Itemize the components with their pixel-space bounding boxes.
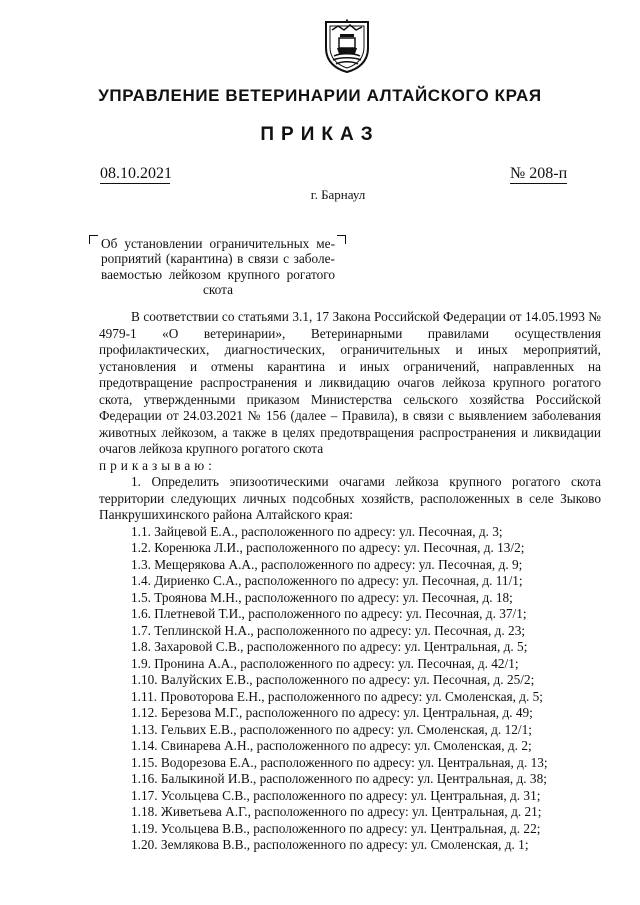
document-date: 08.10.2021 (100, 165, 172, 182)
document-type: ПРИКАЗ (260, 124, 380, 145)
point-1-paragraph: 1. Определить эпизоотическими очагами лейкоза крупного рогатого скота территории следующих личных подсобных хозяйств, расположенных в селе Зыково Панкрушихинского района Алтайского края: (99, 474, 601, 522)
document-subject (101, 236, 335, 297)
list-item: 1.13. Гельвих Е.В., расположенного по адресу: ул. Смоленская, д. 12/1; (131, 721, 532, 737)
list-item: 1.10. Валуйских Е.В., расположенного по адресу: ул. Песочная, д. 25/2; (131, 672, 535, 687)
list-item: 1.1. Зайцевой Е.А., расположенного по адресу: ул. Песочная, д. 3; (131, 523, 503, 539)
list-item: 1.14. Свинарева А.Н., расположенного по адресу: ул. Смоленская, д. 2; (131, 738, 532, 753)
subject-line: ваемостью лейкозом крупного рогатого (101, 266, 335, 282)
list-item: 1.19. Усольцева В.В., расположенного по адресу: ул. Центральная, д. 22; (131, 820, 541, 836)
list-item: 1.17. Усольцева С.В., расположенного по адресу: ул. Центральная, д. 31; (131, 787, 541, 803)
order-word: приказываю: (99, 457, 216, 473)
list-item: 1.9. Пронина А.А., расположенного по адресу: ул. Песочная, д. 42/1; (131, 655, 519, 671)
list-item: 1.7. Теплинской Н.А., расположенного по адресу: ул. Песочная, д. 23; (131, 622, 526, 638)
households-list (99, 524, 601, 854)
subject-line: Об установлении ограничительных ме- (101, 236, 335, 251)
document-number: № 208-п (510, 165, 568, 182)
list-item: 1.2. Коренюка Л.И., расположенного по адресу: ул. Песочная, д. 13/2; (131, 540, 525, 555)
list-item: 1.15. Водорезова Е.А., расположенного по адресу: ул. Центральная, д. 13; (131, 754, 548, 770)
list-item: 1.18. Живетьева А.Г., расположенного по адресу: ул. Центральная, д. 21; (131, 804, 542, 819)
coat-of-arms-icon (322, 18, 372, 74)
list-item: 1.4. Дириенко С.А., расположенного по адресу: ул. Песочная, д. 11/1; (131, 573, 523, 588)
list-item: 1.8. Захаровой С.В., расположенного по адресу: ул. Центральная, д. 5; (131, 639, 528, 654)
list-item: 1.6. Плетневой Т.И., расположенного по адресу: ул. Песочная, д. 37/1; (131, 606, 527, 621)
subject-bracket-right (337, 235, 346, 244)
list-item: 1.12. Березова М.Г., расположенного по адресу: ул. Центральная, д. 49; (131, 705, 533, 720)
subject-line: роприятий (карантина) в связи с заболе- (101, 251, 335, 267)
subject-bracket-left (89, 235, 98, 244)
list-item: 1.5. Троянова М.Н., расположенного по адресу: ул. Песочная, д. 18; (131, 589, 513, 605)
list-item: 1.20. Землякова В.В., расположенного по адресу: ул. Смоленская, д. 1; (131, 837, 529, 852)
list-item: 1.3. Мещерякова А.А., расположенного по адресу: ул. Песочная, д. 9; (131, 556, 523, 572)
subject-line: скота (202, 281, 234, 297)
organization-name: УПРАВЛЕНИЕ ВЕТЕРИНАРИИ АЛТАЙСКОГО КРАЯ (98, 86, 542, 105)
preamble-paragraph: В соответствии со статьями 3.1, 17 Закона Российской Федерации от 14.05.1993 № 4979-1 «О ветеринарии», Ветеринарными правилами осуществления профилактических, диагностических, ограничительных и иных мероприятий, установления и отмены карантина и иных ограничений, направленных на предотвращение распространения и ликвидацию очагов лейкоза крупного рогатого скота, утвержденными приказом Министерства сельского хозяйства Российской Федерации от 24.03.2021 № 156 (далее – Правила), в связи с выявлением заболевания животных лейкозом, а также в целях предотвращения распространения и ликвидации очагов лейкоза крупного рогатого скота (99, 309, 601, 456)
document-body (99, 309, 601, 854)
list-item: 1.16. Балыкиной И.В., расположенного по адресу: ул. Центральная, д. 38; (131, 771, 547, 786)
list-item: 1.11. Провоторова Е.Н., расположенного по адресу: ул. Смоленская, д. 5; (131, 688, 543, 704)
document-city: г. Барнаул (310, 187, 366, 202)
